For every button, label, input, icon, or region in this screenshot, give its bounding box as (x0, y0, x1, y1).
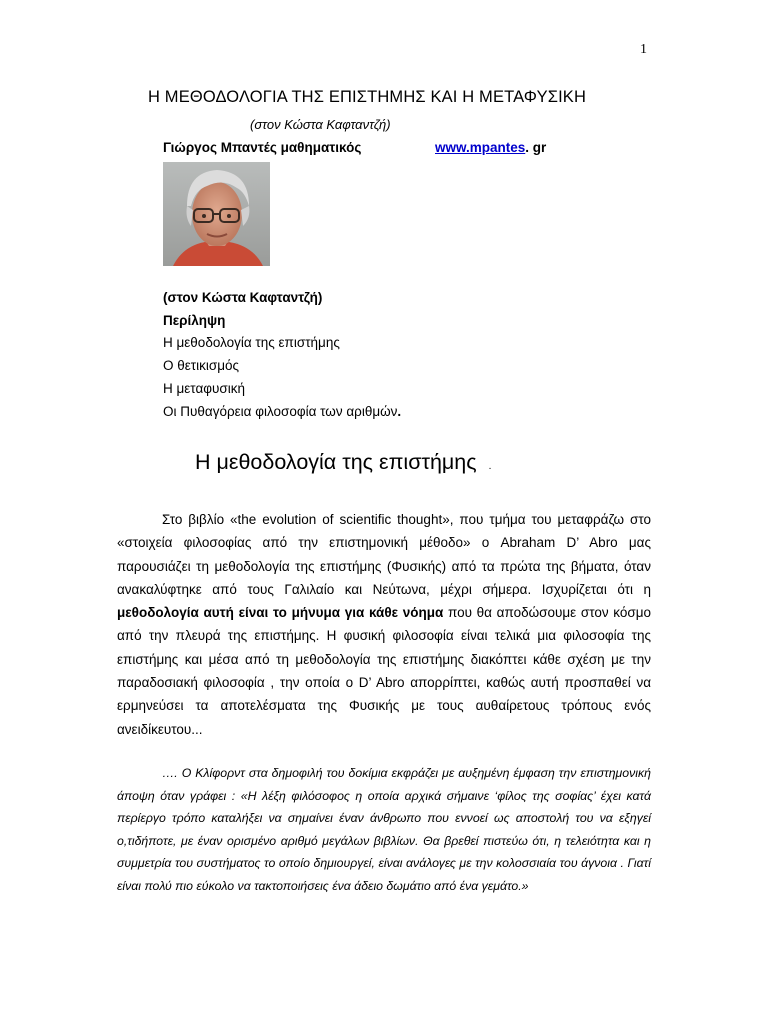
summary-item: Η μεθοδολογία της επιστήμης (163, 335, 340, 351)
author-name: Γιώργος Μπαντές μαθηματικός (163, 140, 362, 155)
author-photo (163, 162, 270, 266)
section-heading (195, 450, 491, 475)
summary-item: Οι Πυθαγόρεια φιλοσοφία των αριθμών (163, 403, 398, 419)
summary-dedication: (στον Κώστα Καφταντζή) (163, 290, 323, 305)
paragraph-part1: Στο βιβλίο «the evolution of scientific thought», που τμήμα του μεταφράζω στο «στοιχεία φιλοσοφίας από την επιστημονική μέθοδο» ο Abraham D’ Abro μας παρουσιάζει τη μεθοδολογία της επιστήμης (Φυσικής) από τα πρώτα της βήματα, όταν ανακαλύφτηκε από τους Γαλιλαίο και Νεύτωνα, μέχρι σήμερα. Ισχυρίζεται ότι η (117, 512, 651, 597)
quote-text: …. Ο Κλίφορντ στα δημοφιλή του δοκίμια εκφράζει με αυξημένη έμφαση την επιστημονική άποψη όταν γράφει : «Η λέξη φιλόσοφος η οποία αρχικά σήμαινε ‘φίλος της σοφίας’ έχει κατά περίεργο τρόπο καταλήξει να σημαίνει έναν άνθρωπο που εννοεί ως αποστολή του να εξηγεί ο,τιδήποτε, με έναν ορισμένο αριθμό μεγάλων βιβλίων. Θα βρεθεί πιστεύω ότι, η τελειότητα και η συμμετρία του συστήματος το οποίο δημιουργεί, είναι ανάλογες με την κολοσσιαία του άγνοια . Γιατί είναι πολύ πιο εύκολο να τακτοποιήσεις ένα άδειο δωμάτιο από ένα γεμάτο.» (117, 766, 651, 893)
quote-block (117, 762, 651, 897)
website-link[interactable]: www.mpantes (435, 140, 526, 155)
paragraph-bold: μεθοδολογία αυτή είναι το μήνυμα για κάθε νόημα (117, 605, 444, 621)
website-suffix: . gr (525, 140, 547, 155)
section-heading-dot: . (488, 461, 492, 472)
paragraph-part2: που θα αποδώσουμε στον κόσμο από την πλευρά της επιστήμης. Η φυσική φιλοσοφία είναι τελικά μια φιλοσοφία της επιστήμης και μέσα από τη μεθοδολογία της επιστήμης διακόπτει κάθε σχέση με την παραδοσιακή φιλοσοφία , την οποία ο D’ Abro απορρίπτει, καθώς αυτή προσπαθεί να ερμηνεύσει τα αποτελέσματα της Φυσικής με τους αυθαίρετους τρόπους ενός ανειδίκευτου... (117, 605, 651, 737)
summary-block (163, 287, 401, 423)
summary-item-last (163, 401, 401, 424)
author-portrait-image (163, 162, 270, 266)
subtitle-dedication: (στον Κώστα Καφταντζή) (250, 117, 391, 132)
page-number: 1 (640, 42, 647, 57)
paragraph (117, 508, 651, 741)
website (435, 140, 546, 155)
body-paragraph (117, 508, 651, 741)
summary-final-dot: . (397, 403, 402, 419)
summary-heading: Περίληψη (163, 312, 226, 328)
document-title: Η ΜΕΘΟΔΟΛΟΓΙΑ ΤΗΣ ΕΠΙΣΤΗΜΗΣ ΚΑΙ Η ΜΕΤΑΦΥΣΙΚΗ (148, 88, 587, 106)
summary-item: Η μεταφυσική (163, 380, 245, 396)
summary-item: Ο θετικισμός (163, 358, 239, 374)
section-heading-text: Η μεθοδολογία της επιστήμης (195, 450, 477, 474)
